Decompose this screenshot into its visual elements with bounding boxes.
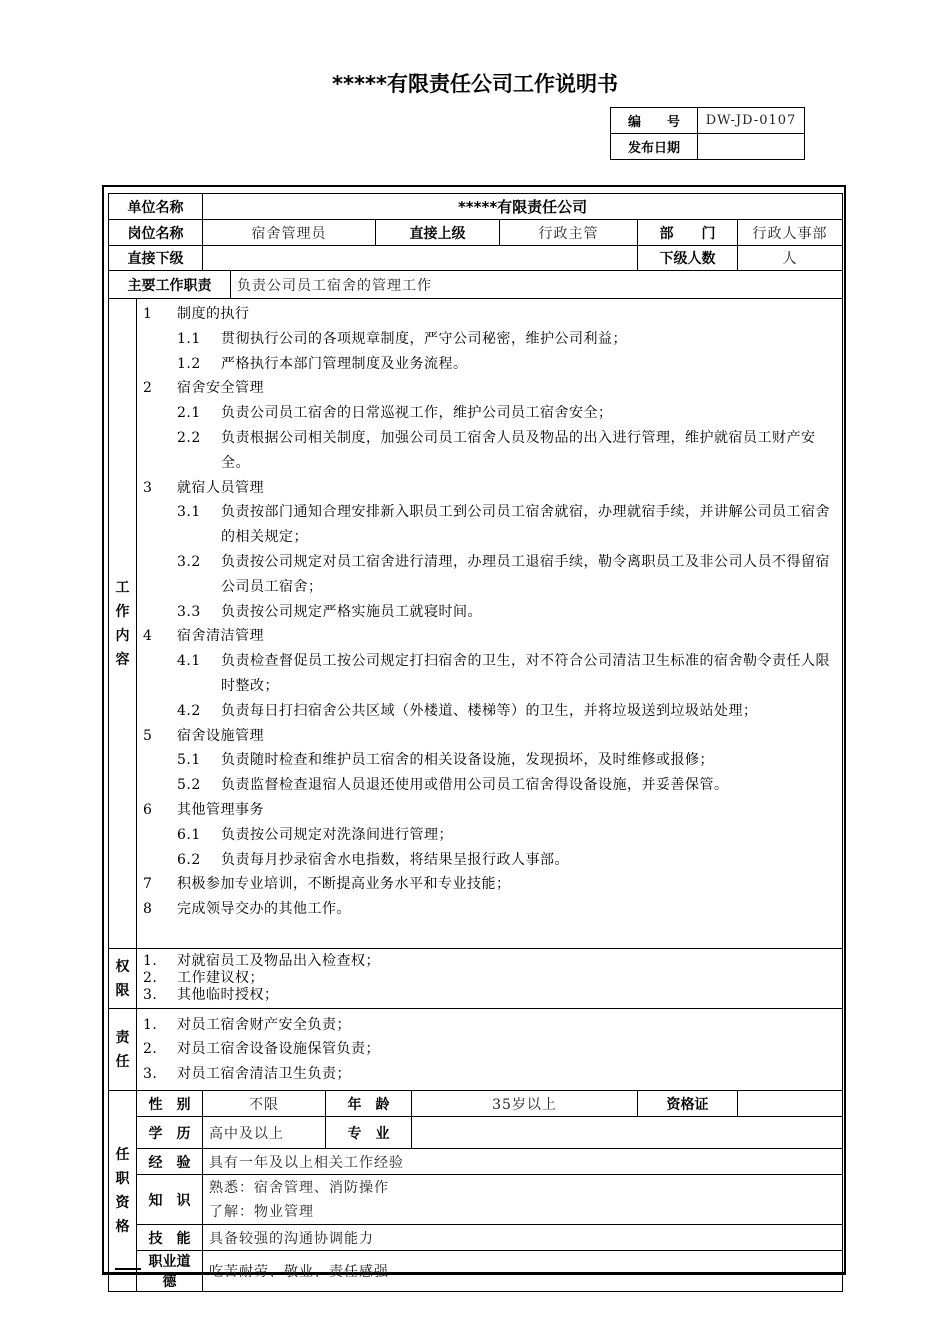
list-item [143,823,836,848]
main-duty-value: 负责公司员工宿舍的管理工作 [231,271,843,299]
ethics-label: 职业道德 [137,1251,203,1292]
unit-name-label: 单位名称 [109,194,203,220]
authority-list [137,949,843,1009]
item-number: 5 [143,727,153,744]
qualification-label: 任 职 资 格 [109,1091,137,1292]
list-item [143,624,836,649]
item-text: 负责每日打扫宿舍公共区域（外楼道、楼梯等）的卫生，并将垃圾送到垃圾站处理； [221,702,758,719]
list-item [143,748,836,773]
publish-date-label: 发布日期 [611,134,698,160]
skill-label: 技 能 [137,1225,203,1251]
responsibility-list [137,1009,843,1091]
list-item [143,476,836,501]
subordinate-label: 直接下级 [109,246,203,271]
item-text: 负责检查督促员工按公司规定打扫宿舍的卫生，对不符合公司清洁卫生标准的宿舍勒令责任人限时整改； [221,653,830,694]
subordinate-count-label: 下级人数 [638,246,738,271]
post-name-value: 宿舍管理员 [203,220,376,246]
age-label: 年 龄 [326,1091,412,1117]
knowledge-label: 知 识 [137,1175,203,1225]
bottom-rule [115,1268,141,1270]
knowledge-value: 熟悉：宿舍管理、消防操作 了解：物业管理 [203,1175,843,1225]
item-text: 积极参加专业培训，不断提高业务水平和专业技能； [177,876,511,893]
list-item [143,376,836,401]
item-number: 1. [143,1016,158,1033]
list-item [143,848,836,873]
item-text: 完成领导交办的其他工作。 [177,901,351,918]
item-number: 6.2 [177,851,201,868]
list-item [143,550,836,600]
item-text: 负责根据公司相关制度，加强公司员工宿舍人员及物品的出入进行管理，维护就宿员工财产安全。 [221,429,816,471]
item-text: 宿舍清洁管理 [177,628,264,645]
item-number: 3. [143,1065,158,1082]
list-item [143,724,836,749]
list-item [143,302,836,327]
item-number: 2.2 [177,429,201,446]
item-number: 3.1 [177,504,201,521]
item-number: 1.1 [177,330,201,347]
unit-name-value: *****有限责任公司 [203,194,843,220]
job-description-table [108,193,843,1292]
item-number: 3.2 [177,553,201,570]
item-number: 4.2 [177,702,201,719]
age-value: 35岁以上 [412,1091,638,1117]
item-number: 3. [143,987,158,1003]
item-number: 4.1 [177,653,201,670]
list-item [143,649,836,699]
item-number: 4 [143,628,153,645]
item-number: 1.2 [177,355,201,372]
responsibility-label: 责 任 [109,1009,137,1091]
item-number: 2. [143,970,158,986]
list-item [143,1013,836,1038]
item-number: 7 [143,876,153,893]
list-item [143,953,836,970]
doc-number-value: DW-JD-0107 [698,108,805,134]
item-number: 3 [143,479,153,496]
work-content-label: 工 作 内 容 [109,299,137,949]
item-text: 负责按公司规定严格实施员工就寝时间。 [221,603,482,620]
item-text: 宿舍安全管理 [177,380,264,397]
main-duty-label: 主要工作职责 [109,271,231,299]
ethics-value: 吃苦耐劳、敬业、责任感强 [203,1251,843,1292]
item-text: 工作建议权； [177,970,264,986]
list-item [143,327,836,352]
department-label: 部 门 [638,220,738,246]
item-number: 1 [143,306,153,322]
item-number: 5.1 [177,752,201,769]
education-label: 学 历 [137,1117,203,1149]
publish-date-value [698,134,805,160]
item-text: 对员工宿舍设备设施保管负责； [177,1041,380,1058]
item-text: 贯彻执行公司的各项规章制度，严守公司秘密，维护公司利益； [221,330,627,347]
item-text: 负责监督检查退宿人员退还使用或借用公司员工宿舍得设备设施，并妥善保管。 [221,777,729,794]
item-text: 负责每月抄录宿舍水电指数，将结果呈报行政人事部。 [221,851,569,868]
item-text: 负责按部门通知合理安排新入职员工到公司员工宿舍就宿，办理就宿手续，并讲解公司员工宿舍的相关规定； [221,504,830,546]
experience-value: 具有一年及以上相关工作经验 [203,1149,843,1175]
item-number: 5.2 [177,777,201,794]
experience-label: 经 验 [137,1149,203,1175]
gender-value: 不限 [203,1091,326,1117]
list-item [143,426,836,476]
item-number: 1. [143,953,158,969]
item-number: 3.3 [177,603,201,620]
list-item [143,798,836,823]
list-item [143,1062,836,1087]
list-item [143,500,836,550]
doc-number-label: 编 号 [611,108,698,134]
list-item [143,699,836,724]
gender-label: 性 别 [137,1091,203,1117]
item-text: 对就宿员工及物品出入检查权； [177,953,380,969]
work-content-list [137,299,843,949]
item-text: 就宿人员管理 [177,479,264,496]
item-number: 6.1 [177,826,201,843]
major-label: 专 业 [326,1117,412,1149]
list-item [143,600,836,625]
item-text: 制度的执行 [177,306,250,322]
item-text: 负责按公司规定对员工宿舍进行清理，办理员工退宿手续，勒令离职员工及非公司人员不得留宿公司员工宿舍； [221,553,830,595]
list-item [143,773,836,798]
item-number: 6 [143,801,153,818]
item-text: 其他临时授权； [177,987,279,1003]
major-value [412,1117,843,1149]
item-number: 8 [143,901,153,918]
item-number: 2. [143,1041,158,1058]
superior-label: 直接上级 [376,220,500,246]
list-item [143,872,836,897]
item-number: 2 [143,380,153,397]
list-item [143,352,836,377]
subordinate-value [203,246,638,271]
item-number: 2.1 [177,405,201,422]
item-text: 宿舍设施管理 [177,727,264,744]
item-text: 对员工宿舍清洁卫生负责； [177,1065,351,1082]
item-text: 负责随时检查和维护员工宿舍的相关设备设施，发现损坏，及时维修或报修； [221,752,714,769]
item-text: 其他管理事务 [177,801,264,818]
subordinate-count-value: 人 [738,246,843,271]
skill-value: 具备较强的沟通协调能力 [203,1225,843,1251]
item-text: 负责按公司规定对洗涤间进行管理； [221,826,453,843]
item-text: 负责公司员工宿舍的日常巡视工作，维护公司员工宿舍安全； [221,405,613,422]
document-title: *****有限责任公司工作说明书 [332,72,618,96]
certificate-label: 资格证 [638,1091,738,1117]
list-item [143,897,836,922]
post-name-label: 岗位名称 [109,220,203,246]
authority-label: 权 限 [109,949,137,1009]
department-value: 行政人事部 [738,220,843,246]
education-value: 高中及以上 [203,1117,326,1149]
list-item [143,401,836,426]
superior-value: 行政主管 [500,220,638,246]
item-text: 严格执行本部门管理制度及业务流程。 [221,355,468,372]
list-item [143,970,836,987]
list-item [143,987,836,1004]
item-text: 对员工宿舍财产安全负责； [177,1016,351,1033]
list-item [143,1037,836,1062]
doc-code-table [610,107,805,160]
certificate-value [738,1091,843,1117]
